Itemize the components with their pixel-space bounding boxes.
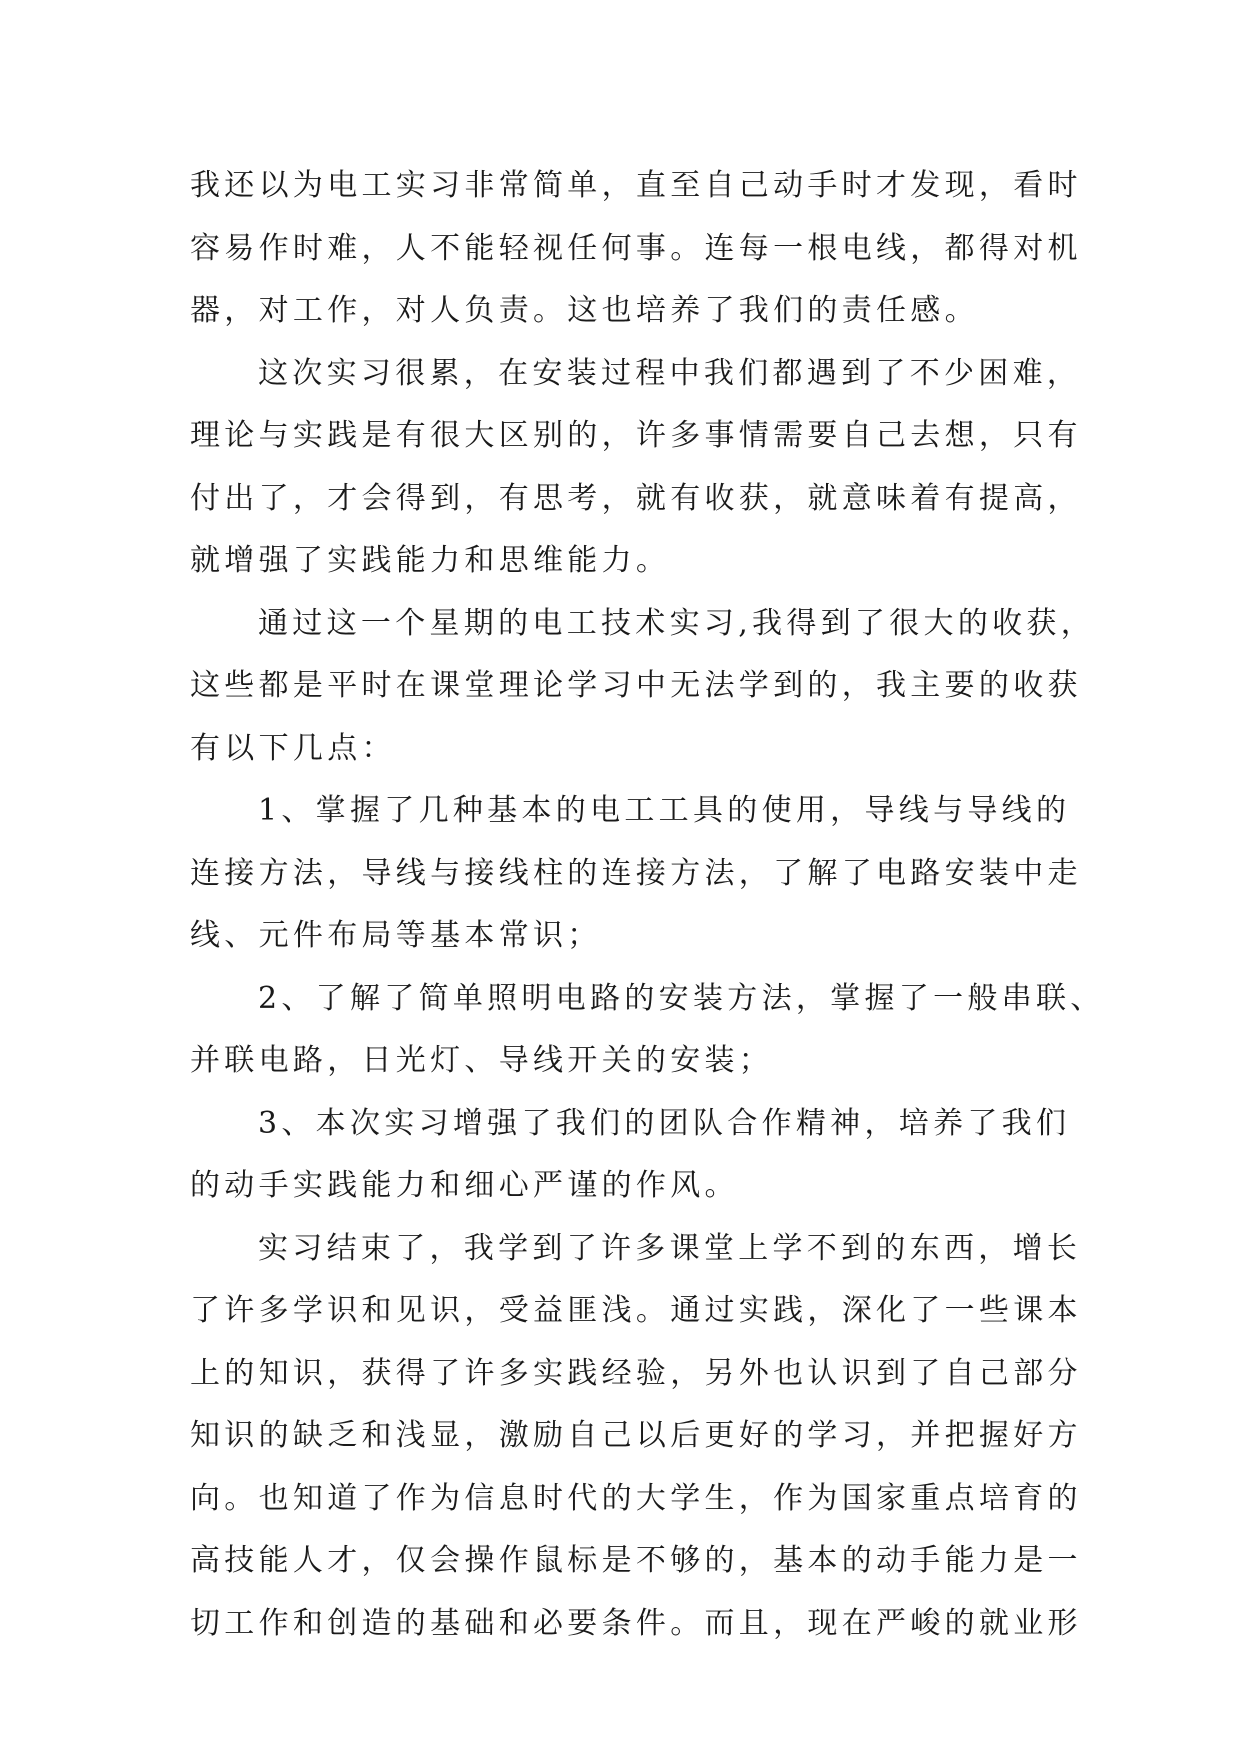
text-line: 付出了，才会得到，有思考，就有收获，就意味着有提高， bbox=[190, 480, 1082, 516]
text-line: 高技能人才，仅会操作鼠标是不够的，基本的动手能力是一 bbox=[190, 1543, 1082, 1578]
text-line: 线、元件布局等基本常识； bbox=[190, 918, 602, 953]
list-item-first-line: 3、本次实习增强了我们的团队合作精神，培养了我们 bbox=[258, 1105, 1071, 1141]
document-body bbox=[190, 155, 1105, 1655]
paragraph-first-line: 通过这一个星期的电工技术实习,我得到了很大的收获， bbox=[258, 605, 1096, 641]
text-line: 的动手实践能力和细心严谨的作风。 bbox=[190, 1168, 739, 1203]
text-line: 了许多学识和见识，受益匪浅。通过实践，深化了一些课本 bbox=[190, 1293, 1082, 1328]
list-item-first-line: 2、了解了简单照明电路的安装方法，掌握了一般串联、 bbox=[258, 980, 1105, 1016]
text-line: 并联电路，日光灯、导线开关的安装； bbox=[190, 1043, 774, 1078]
paragraph-first-line: 这次实习很累，在安装过程中我们都遇到了不少困难， bbox=[258, 355, 1082, 391]
paragraph-first-line: 实习结束了，我学到了许多课堂上学不到的东西，增长 bbox=[258, 1230, 1082, 1266]
list-item-first-line: 1、掌握了几种基本的电工工具的使用，导线与导线的 bbox=[258, 793, 1071, 828]
text-line: 有以下几点： bbox=[190, 730, 396, 766]
text-line: 知识的缺乏和浅显，激励自己以后更好的学习，并把握好方 bbox=[190, 1418, 1082, 1453]
text-line: 上的知识，获得了许多实践经验，另外也认识到了自己部分 bbox=[190, 1355, 1082, 1391]
text-line: 就增强了实践能力和思维能力。 bbox=[190, 543, 671, 578]
text-line: 理论与实践是有很大区别的，许多事情需要自己去想，只有 bbox=[190, 418, 1082, 453]
text-line: 器，对工作，对人负责。这也培养了我们的责任感。 bbox=[190, 293, 979, 328]
text-line: 这些都是平时在课堂理论学习中无法学到的，我主要的收获 bbox=[190, 668, 1082, 703]
text-line: 连接方法，导线与接线柱的连接方法，了解了电路安装中走 bbox=[190, 855, 1082, 891]
text-line: 我还以为电工实习非常简单，直至自己动手时才发现，看时 bbox=[190, 168, 1082, 203]
text-line: 容易作时难，人不能轻视任何事。连每一根电线，都得对机 bbox=[190, 230, 1082, 266]
text-line: 向。也知道了作为信息时代的大学生，作为国家重点培育的 bbox=[190, 1480, 1082, 1516]
text-line: 切工作和创造的基础和必要条件。而且，现在严峻的就业形 bbox=[190, 1605, 1082, 1641]
